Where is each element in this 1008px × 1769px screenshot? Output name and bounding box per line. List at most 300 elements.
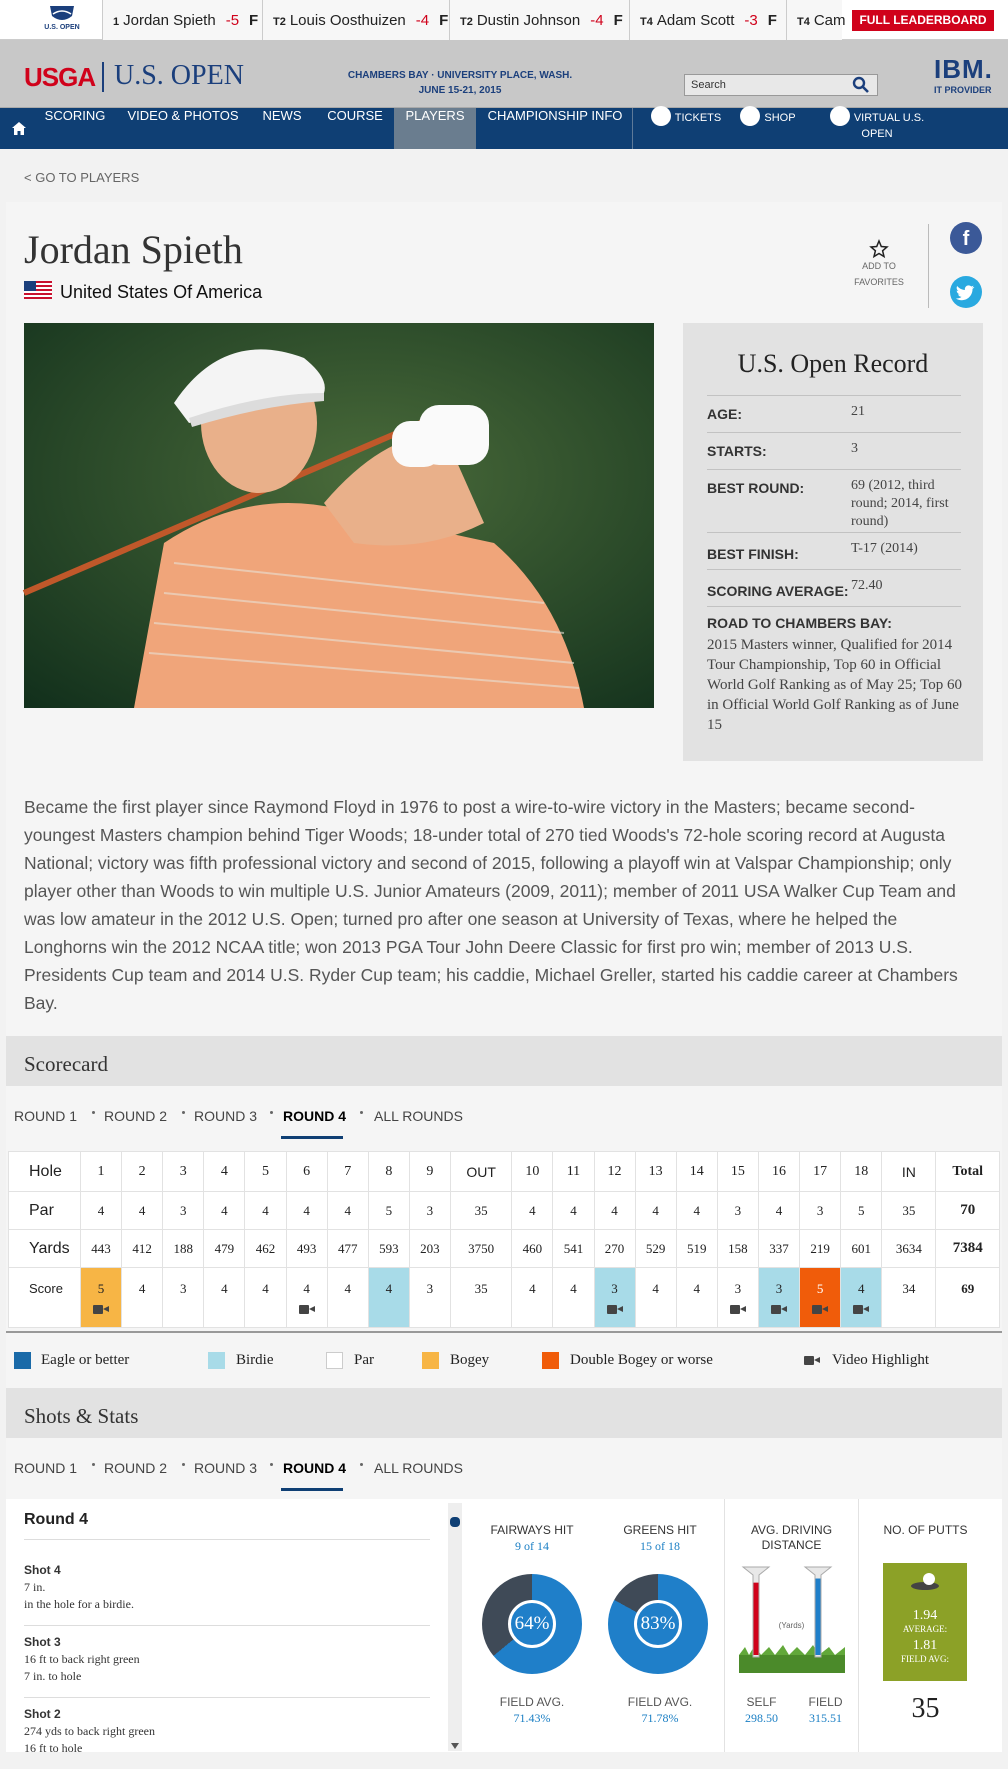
par-cell [409,1192,450,1230]
cell-value: 3 [734,1202,742,1218]
shot-list-title: Round 4 [24,1511,430,1540]
record-label: AGE: [707,406,742,422]
nav-players[interactable]: PLAYERS [394,108,476,149]
score-cell[interactable] [594,1268,635,1328]
cell-value: 3634 [895,1240,922,1256]
hole-number [800,1152,841,1192]
score-cell [163,1268,204,1328]
field-avg-label: FIELD AVG. [499,1695,565,1709]
shot-list-scrollbar[interactable] [448,1503,462,1751]
record-row [707,469,961,532]
shot-detail: 7 in. [24,1580,46,1594]
cell-value: 479 [214,1240,235,1256]
hole-number [286,1152,327,1192]
nav-championship-info[interactable]: CHAMPIONSHIP INFO [487,108,623,123]
yards-cell [245,1230,286,1268]
hole-number [676,1152,717,1192]
hole-number [327,1152,368,1192]
fairways-title: FAIRWAYS HIT [490,1523,574,1537]
par-cell [676,1192,717,1230]
nav-virtual-us-open[interactable] [816,108,938,149]
cell-value: 7 [344,1163,352,1179]
score-cell [676,1268,717,1328]
cell-value: 9 [426,1163,434,1179]
tab-round-3[interactable]: ROUND 3 [194,1460,258,1476]
yards-cell [81,1230,122,1268]
search-input[interactable]: Search [684,74,878,96]
favorites-label: ADD TO [862,261,896,271]
tab-all-rounds[interactable]: ALL ROUNDS [374,1460,463,1476]
yards-cell [936,1230,1000,1268]
cell-value: 493 [296,1240,317,1256]
cell-value: 6 [303,1163,311,1179]
ticker-name: Cam [813,12,846,29]
video-camera-icon[interactable] [93,1304,109,1314]
par-cell [368,1192,409,1230]
hole-number [204,1152,245,1192]
cell-value: 4 [529,1281,536,1296]
road-value: 2015 Masters winner, Qualified for 2014 Tour Championship, Top 60 in Official World Golf Ranking as of May 25; Top 60 in Official World Golf Ranking as of June 15 [707,637,962,733]
ticker-name: Adam Scott [656,12,735,29]
record-label: STARTS: [707,443,767,459]
record-value: 21 [851,404,865,419]
leaderboard-ticker [0,0,1008,40]
shot-item[interactable] [24,1626,430,1698]
legend-video: Video Highlight [832,1352,930,1368]
nav-tickets[interactable] [646,108,726,149]
cell-value: 412 [132,1240,152,1256]
par-cell [594,1192,635,1230]
cell-value: OUT [466,1163,496,1180]
cell-value: 4 [385,1281,393,1296]
par-cell [800,1192,841,1230]
ticker-pos: T4 [797,16,810,28]
shot-title: Shot 3 [24,1635,61,1649]
cell-value: 203 [420,1240,440,1256]
record-row [707,395,961,432]
video-camera-icon[interactable] [771,1304,787,1314]
video-camera-icon[interactable] [607,1304,623,1314]
cell-value: 4 [138,1202,146,1218]
hole-number [409,1152,450,1192]
hole-number [882,1152,936,1192]
shot-title: Shot 4 [24,1563,61,1577]
legend-birdie: Birdie [236,1352,274,1368]
ticker-player[interactable] [102,0,262,40]
field-avg-label: FIELD AVG. [627,1695,693,1709]
social-divider [928,224,929,308]
cell-value: 35 [474,1202,488,1218]
score-cell[interactable] [717,1268,758,1328]
shots-stats-panel [6,1499,1002,1755]
ticker-thru: F [613,12,623,29]
yards-cell [758,1230,799,1268]
driving-self-label: SELF [746,1695,777,1709]
usga-logo[interactable]: USGA [24,62,96,92]
usga-shield-icon [47,4,77,24]
cell-value: 4 [570,1202,577,1218]
record-label: BEST ROUND: [707,480,805,496]
event-location [340,68,580,98]
driving-title: DISTANCE [761,1538,822,1552]
cell-value: 4 [652,1281,659,1296]
putts-avg-label: AVERAGE: [902,1624,948,1634]
cell-value: 4 [344,1281,351,1296]
logo-caption: U.S. OPEN [44,24,80,31]
ticker-thru: F [439,12,449,29]
record-title: U.S. Open Record [737,349,929,378]
par-cell [204,1192,245,1230]
hole-number [841,1152,882,1192]
cell-value: 3 [426,1281,434,1296]
fairways-pct: 64% [508,1600,556,1648]
shots-stats-header: Shots & Stats [6,1388,1002,1438]
par-cell [512,1192,553,1230]
video-camera-icon[interactable] [812,1304,828,1314]
golf-ball-icon [910,1571,940,1591]
tab-round-1[interactable]: ROUND 1 [14,1460,78,1476]
cell-value: 219 [810,1240,830,1256]
yards-cell [635,1230,676,1268]
location-line: CHAMBERS BAY · UNIVERSITY PLACE, WASH. [347,70,573,81]
tab-separator [182,1463,185,1466]
driving-field-value: 315.51 [809,1711,842,1725]
cell-value: 8 [385,1163,393,1179]
par-cell [758,1192,799,1230]
cell-value: 4 [344,1202,351,1218]
par-cell [327,1192,368,1230]
add-to-favorites-button[interactable] [844,240,914,291]
full-leaderboard-button[interactable]: FULL LEADERBOARD [852,10,994,31]
cell-value: 4 [693,1281,701,1296]
hole-number [758,1152,799,1192]
cell-value: 462 [255,1240,276,1256]
facebook-icon[interactable]: f [950,222,982,254]
cell-value: 5 [816,1281,824,1296]
cell-value: 3 [426,1202,434,1218]
nav-scoring[interactable]: SCORING [44,108,106,123]
nav-virtual-label: VIRTUAL U.S. OPEN [853,111,925,140]
greens-count: 15 of 18 [640,1539,680,1553]
cell-value: 16 [771,1163,786,1179]
video-camera-icon[interactable] [730,1304,746,1314]
driving-field-label: FIELD [808,1695,843,1709]
par-cell [882,1192,936,1230]
ticker-name: Louis Oosthuizen [289,12,406,29]
cell-value: 3 [180,1202,187,1218]
putts-total: 35 [911,1693,940,1724]
par-cell [122,1192,163,1230]
ticker-player[interactable] [629,0,786,40]
cell-value: 17 [813,1163,828,1179]
driving-self-value: 298.50 [745,1711,778,1725]
yards-cell [163,1230,204,1268]
cell-value: Total [952,1163,984,1179]
row-label: Yards [9,1230,81,1268]
yards-row [9,1230,1000,1268]
greens-donut-chart [608,1574,708,1674]
cell-value: 4 [611,1202,618,1218]
nav-video-photos[interactable]: VIDEO & PHOTOS [127,108,239,123]
ticker-player[interactable] [449,0,629,40]
ticker-name: Dustin Johnson [476,12,581,29]
player-photo-illustration [24,323,654,708]
cell-value: 7384 [952,1240,983,1256]
score-cell [368,1268,409,1328]
tab-round-1[interactable]: ROUND 1 [14,1108,78,1124]
yards-cell [450,1230,511,1268]
nav-news[interactable]: NEWS [262,108,302,123]
fairways-field-avg: 71.43% [513,1711,551,1725]
cell-value: 593 [379,1240,399,1256]
score-cell[interactable] [286,1268,327,1328]
cell-value: 4 [570,1281,577,1296]
ticker-player[interactable] [786,0,846,40]
cell-value: 541 [563,1240,584,1256]
cell-value: 4 [775,1202,783,1218]
par-cell [841,1192,882,1230]
us-open-record-panel [683,323,983,761]
cell-value: 188 [173,1240,194,1256]
record-row [707,532,961,569]
greens-title: GREENS HIT [623,1523,697,1537]
score-cell [245,1268,286,1328]
video-camera-icon[interactable] [853,1304,869,1314]
record-row [707,432,961,469]
cell-value: 443 [91,1240,111,1256]
yards-cell [512,1230,553,1268]
cell-value: 18 [854,1163,869,1179]
cell-value: 4 [97,1202,105,1218]
ticker-score: -3 [744,12,758,29]
tab-round-2[interactable]: ROUND 2 [104,1108,168,1124]
driving-self-bar [754,1583,759,1655]
driving-tees-graphic [739,1561,845,1673]
row-label: Hole [9,1152,81,1192]
ticker-score: -4 [415,12,430,29]
tab-all-rounds[interactable]: ALL ROUNDS [374,1108,463,1124]
score-cell[interactable] [800,1268,841,1328]
ticket-icon [651,106,671,126]
tab-round-4[interactable]: ROUND 4 [283,1460,347,1476]
player-name: Jordan Spieth [24,227,243,272]
shot-item[interactable] [24,1698,430,1769]
hole-number [936,1152,1000,1192]
par-cell [286,1192,327,1230]
cell-value: 5 [97,1281,105,1296]
yards-cell [841,1230,882,1268]
cell-value: 529 [645,1240,666,1256]
putts-stat [858,1499,992,1752]
tab-round-4[interactable]: ROUND 4 [283,1108,347,1124]
par-cell [936,1192,1000,1230]
score-cell [409,1268,450,1328]
home-icon[interactable] [12,122,26,135]
driving-unit: (Yards) [778,1621,805,1630]
nav-shop-label: SHOP [764,111,796,124]
yards-cell [800,1230,841,1268]
par-cell [450,1192,511,1230]
par-row [9,1192,1000,1230]
shot-detail: in the hole for a birdie. [24,1597,134,1611]
go-to-players-link[interactable]: < GO TO PLAYERS [24,170,140,185]
score-row [9,1268,1000,1328]
score-cell [327,1268,368,1328]
cell-value: 4 [221,1202,228,1218]
greens-pct: 83% [634,1600,682,1648]
cell-value: 3750 [468,1240,495,1256]
hole-number [122,1152,163,1192]
us-open-title[interactable]: U.S. OPEN [114,60,244,91]
yards-cell [368,1230,409,1268]
record-divider [707,606,961,607]
us-open-logo[interactable] [20,2,104,38]
cell-value: 3 [775,1281,783,1296]
cell-value: 5 [857,1202,865,1218]
ticker-pos: 1 [113,16,120,28]
cell-value: 4 [652,1202,659,1218]
cell-value: 3 [179,1163,187,1179]
hole-number [450,1152,511,1192]
putts-green-box [883,1563,967,1681]
ticker-score: -4 [590,12,604,29]
par-cell [635,1192,676,1230]
yards-cell [717,1230,758,1268]
fairways-count: 9 of 14 [515,1539,549,1553]
hole-number [594,1152,635,1192]
cell-value: 12 [607,1163,622,1179]
cell-value: 10 [525,1163,540,1179]
double-bogey-swatch [542,1352,559,1369]
cell-value: 3 [611,1281,618,1296]
sponsor-caption: IT PROVIDER [934,85,992,95]
par-cell [717,1192,758,1230]
tab-round-3[interactable]: ROUND 3 [194,1108,258,1124]
nav-tickets-label: TICKETS [674,111,722,124]
cell-value: 158 [728,1240,748,1256]
hole-number [81,1152,122,1192]
score-cell [882,1268,936,1328]
logo-divider [102,62,104,92]
greens-field-avg: 71.78% [641,1711,679,1725]
ibm-logo[interactable]: IBM. [934,54,993,84]
record-value: 3 [851,441,858,456]
scorecard-divider [6,1331,1002,1333]
shot-list[interactable] [24,1511,436,1755]
nav-shop[interactable] [738,108,798,149]
cell-value: 3 [180,1281,187,1296]
par-cell [163,1192,204,1230]
par-cell [553,1192,594,1230]
shot-item[interactable] [24,1554,430,1626]
cell-value: 14 [689,1163,704,1179]
cell-value: 2 [138,1163,146,1179]
player-photo [24,323,654,708]
fairways-hit-stat [468,1499,596,1752]
tab-separator [270,1111,273,1114]
ticker-player[interactable] [262,0,449,40]
scroll-down-icon[interactable] [451,1743,459,1749]
scorecard-table [8,1151,1000,1328]
cell-value: 3 [816,1202,824,1218]
player-country: United States Of America [60,282,263,302]
score-cell[interactable] [81,1268,122,1328]
fairways-donut-chart [482,1574,582,1674]
cell-value: 4 [857,1281,865,1296]
search-icon[interactable] [852,76,870,94]
road-label: ROAD TO CHAMBERS BAY: [707,615,892,631]
putts-title: NO. OF PUTTS [883,1523,968,1537]
score-cell [512,1268,553,1328]
record-label: BEST FINISH: [707,546,799,562]
main-nav [0,108,1008,149]
ticker-pos: T4 [640,16,653,28]
putts-avg: 1.94 [912,1608,938,1623]
hole-number [245,1152,286,1192]
hole-number [368,1152,409,1192]
yards-cell [204,1230,245,1268]
scorecard-header: Scorecard [6,1036,1002,1086]
twitter-icon[interactable] [950,276,982,308]
ticker-name: Jordan Spieth [123,12,216,29]
star-icon [870,240,888,258]
cell-value: 70 [960,1202,976,1218]
globe-icon [830,106,850,126]
bogey-swatch [422,1352,439,1369]
video-camera-icon[interactable] [299,1304,315,1314]
cell-value: 3 [734,1281,742,1296]
putts-field-avg: 1.81 [912,1638,938,1653]
cell-value: 601 [851,1240,871,1256]
favorites-label: FAVORITES [854,277,904,287]
ticker-score: -5 [225,12,240,29]
yards-cell [882,1230,936,1268]
cell-value: 11 [566,1163,581,1179]
legend-bogey: Bogey [450,1352,490,1368]
birdie-swatch [208,1352,225,1369]
cell-value: 4 [220,1163,228,1179]
player-bio: Became the first player since Raymond Floyd in 1976 to post a wire-to-wire victory in the Masters; became second-youngest Masters champion behind Tiger Woods; 18-under total of 270 tied Woods's 72-hole scoring record at Augusta National; victory was fifth professional victory and second of 2015, following a playoff win at Valspar Championship; only player other than Woods to win multiple U.S. Junior Amateurs (2009, 2011); member of 2011 USA Walker Cup Team and was low amateur in the 2012 U.S. Open; turned pro after one season at University of Texas, where he helped the Longhorns win the 2012 NCAA title; won 2013 PGA Tour John Deere Classic for first pro win; member of 2013 U.S. Presidents Cup team and 2014 U.S. Ryder Cup team; his caddie, Michael Greller, started his caddie career at Chambers Bay. [24,797,958,1013]
cell-value: 34 [902,1281,916,1296]
row-label: Par [9,1192,81,1230]
scrollbar-thumb[interactable] [450,1517,460,1527]
yards-cell [553,1230,594,1268]
nav-course[interactable]: COURSE [327,108,383,123]
yards-cell [327,1230,368,1268]
us-flag-icon [24,281,52,299]
hole-number [512,1152,553,1192]
score-cell[interactable] [758,1268,799,1328]
cell-value: 35 [474,1281,488,1296]
cell-value: 4 [529,1202,536,1218]
cell-value: 477 [337,1240,358,1256]
score-cell[interactable] [841,1268,882,1328]
video-camera-icon [804,1355,820,1365]
driving-field-bar [816,1579,821,1655]
hole-number [717,1152,758,1192]
score-cell [936,1268,1000,1328]
nav-divider [632,108,633,149]
hole-number [553,1152,594,1192]
ticker-thru: F [767,12,777,29]
hole-number [163,1152,204,1192]
tab-round-2[interactable]: ROUND 2 [104,1460,168,1476]
score-cell [122,1268,163,1328]
cell-value: 5 [261,1163,269,1179]
driving-title: AVG. DRIVING [750,1523,833,1537]
twitter-bird-glyph [950,276,982,308]
yards-cell [286,1230,327,1268]
